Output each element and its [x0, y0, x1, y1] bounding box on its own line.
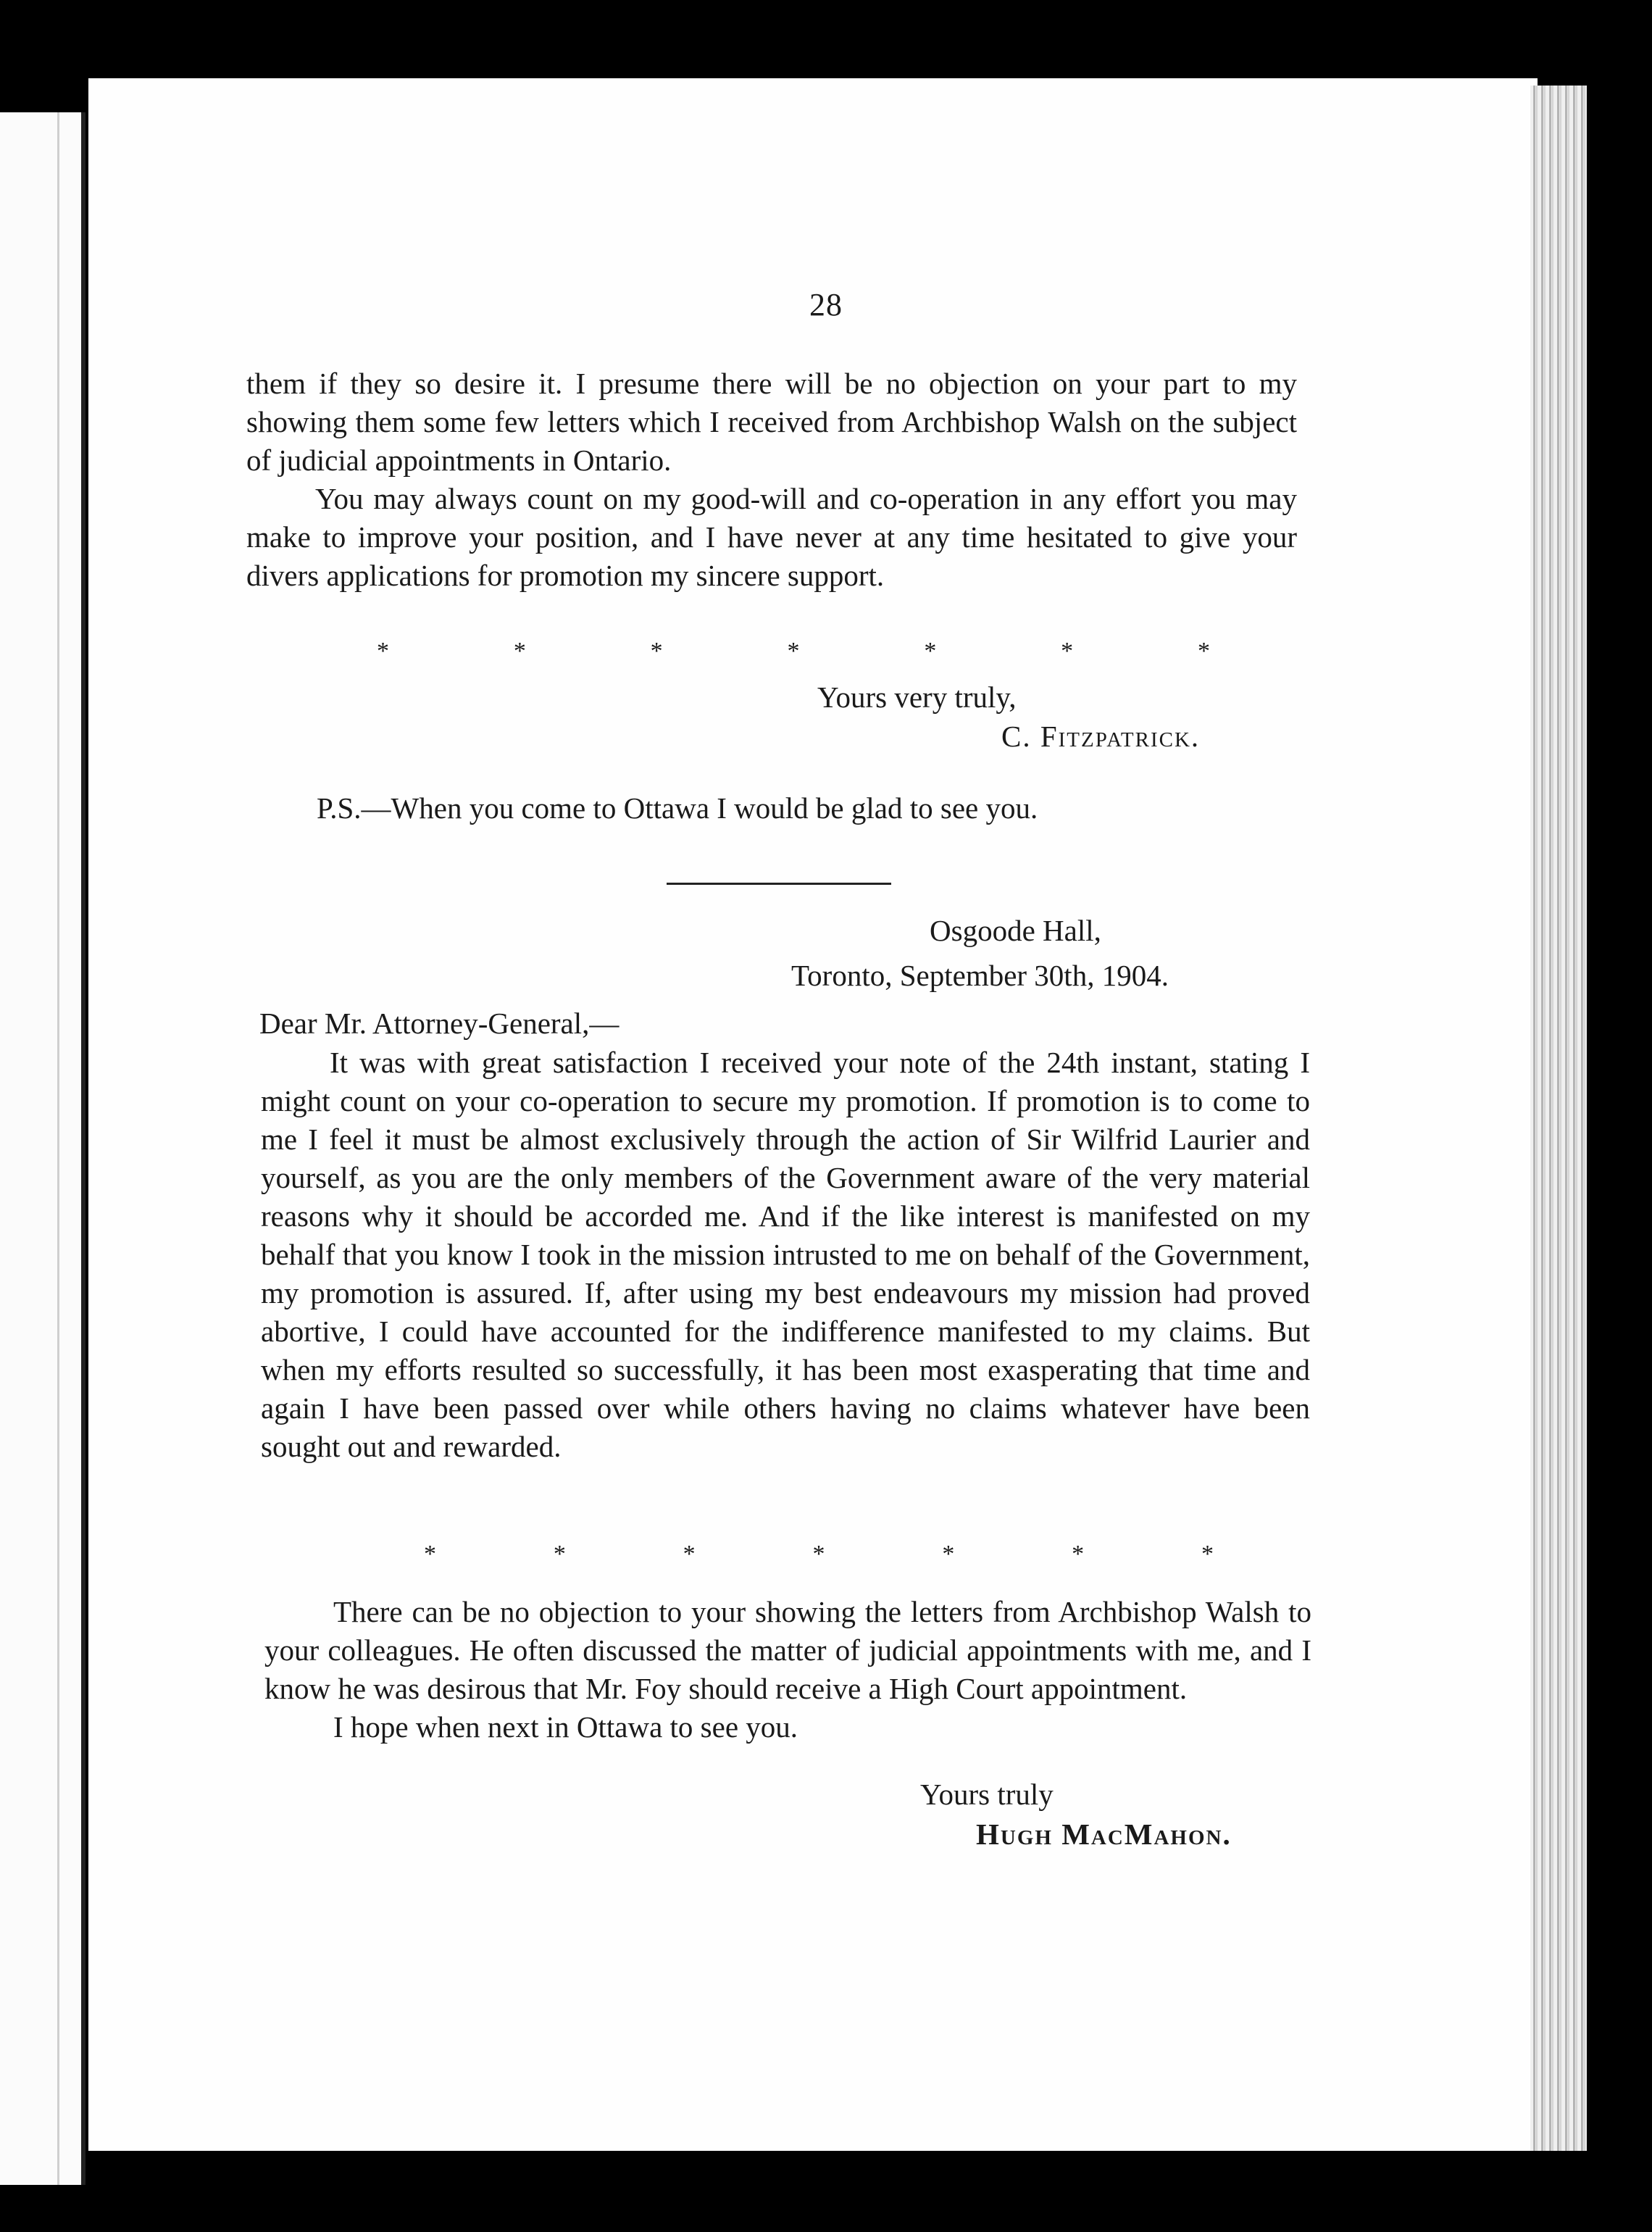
omission-mark: * [1197, 638, 1210, 665]
page-number: 28 [809, 287, 843, 322]
omission-mark: * [924, 638, 937, 665]
letter2-body [261, 1044, 1310, 1466]
section-divider [667, 883, 891, 885]
letter1-postscript: P.S.—When you come to Ottawa I would be glad to see you. [317, 791, 1038, 825]
omission-mark: * [424, 1541, 436, 1567]
letter1-body [246, 365, 1297, 595]
letter1-signature: C. Fitzpatrick. [1001, 720, 1201, 753]
letter1-omission-marks [377, 638, 1210, 665]
omission-mark: * [812, 1541, 825, 1567]
page-stack-edges [1530, 86, 1587, 2151]
omission-mark: * [1061, 638, 1074, 665]
letter2-paragraph-1: It was with great satisfaction I received your note of the 24th instant, stating I might count on your co-operation to secure my promotion. If promotion is to come to me I feel it must be almost exclusively through the action of Sir Wilfrid Laurier and yourself, as you are the only members of the Government aware of the very material reasons why it should be accorded me. And if the like interest is manifested on my behalf that you know I took in the mission intrusted to me on behalf of the Government, my promotion is assured. If, after using my best endeavours my mission had proved abortive, I could have accounted for the indifference manifested to my claims. But when my efforts resulted so successfully, it has been most exasperating that time and again I have been passed over while others having no claims whatever have been sought out and rewarded. [261, 1046, 1310, 1463]
omission-mark: * [787, 638, 800, 665]
omission-mark: * [377, 638, 389, 665]
omission-mark: * [650, 638, 663, 665]
letter2-address-line-1: Osgoode Hall, [930, 914, 1101, 947]
letter1-paragraph-1: them if they so desire it. I presume there will be no objection on your part to my showing them some few letters which I received from Archbishop Walsh on the subject of judicial appointments in Ontario. [246, 367, 1297, 477]
letter2-signature: Hugh MacMahon. [976, 1817, 1232, 1851]
letter2-salutation: Dear Mr. Attorney-General,— [259, 1007, 620, 1040]
omission-mark: * [513, 638, 526, 665]
letter2-closing: Yours truly [920, 1778, 1054, 1811]
omission-mark: * [1201, 1541, 1214, 1567]
omission-mark: * [683, 1541, 696, 1567]
facing-page-edge [0, 112, 85, 2185]
letter2-omission-marks [424, 1541, 1214, 1568]
letter2-paragraph-2: There can be no objection to your showing the letters from Archbishop Walsh to your colleagues. He often discussed the matter of judicial appointments with me, and I know he was desirous that Mr. Foy should receive a High Court appointment. [264, 1595, 1311, 1705]
letter2-address-line-2: Toronto, September 30th, 1904. [791, 959, 1169, 992]
letter1-paragraph-2: You may always count on my good-will and co-operation in any effort you may make to improve your position, and I have never at any time hesitated to give your divers applications for promotion my sincere support. [246, 482, 1297, 592]
letter2-paragraph-3: I hope when next in Ottawa to see you. [333, 1710, 798, 1744]
omission-mark: * [1072, 1541, 1085, 1567]
omission-mark: * [942, 1541, 955, 1567]
omission-mark: * [553, 1541, 566, 1567]
letter2-body-continued [264, 1593, 1311, 1746]
letter1-closing: Yours very truly, [817, 680, 1017, 714]
